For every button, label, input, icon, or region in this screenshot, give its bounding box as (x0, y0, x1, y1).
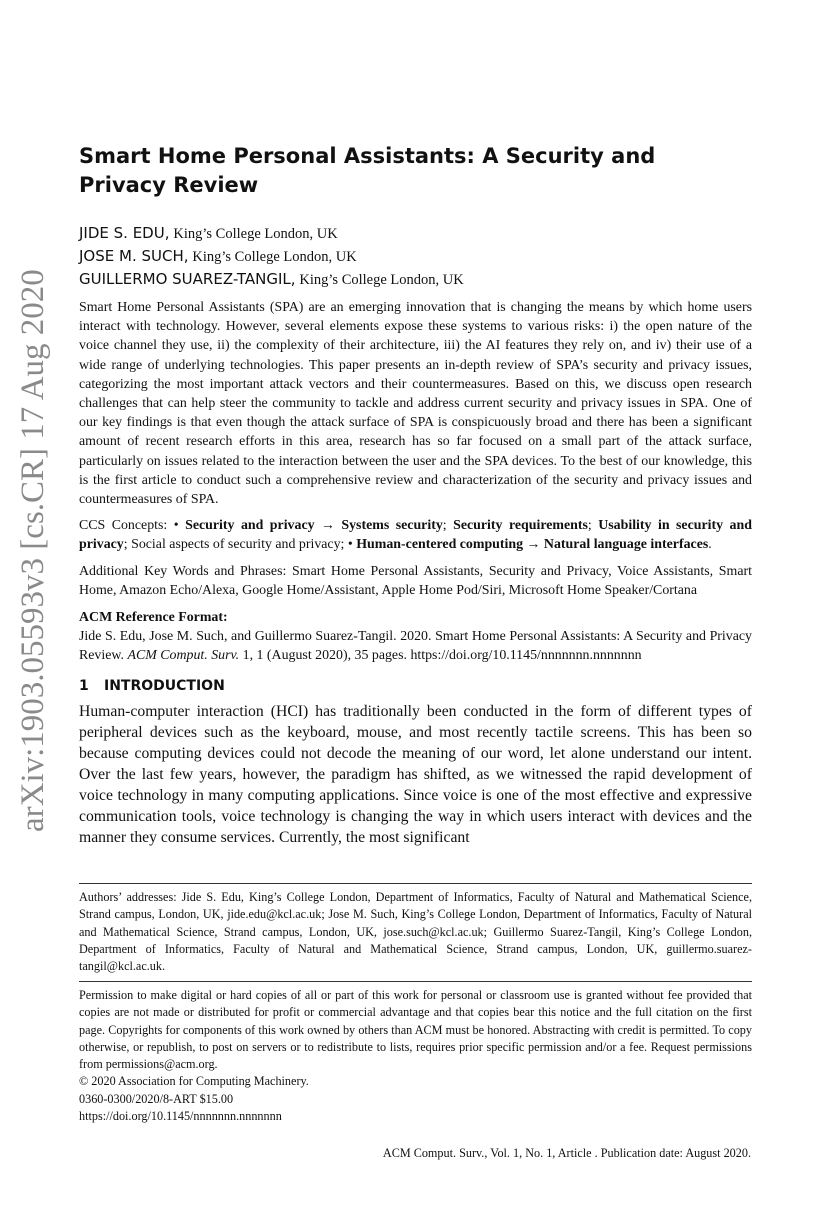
author-entry (79, 268, 752, 291)
doi-line: https://doi.org/10.1145/nnnnnnn.nnnnnnn (79, 1109, 282, 1124)
ccs-arrow: → (321, 518, 335, 534)
author-entry (79, 222, 752, 245)
abstract (79, 298, 752, 509)
section-title: INTRODUCTION (104, 678, 225, 695)
ccs-label: CCS Concepts: (79, 518, 168, 534)
author-affiliation: King’s College London, UK (173, 226, 338, 242)
keywords: Additional Key Words and Phrases: Smart Home Personal Assistants, Security and Privacy, Voice Assistants, Smart Home, Amazon Echo/Alexa, Google Home/Assistant, Apple Home Pod/Siri, Microsoft Home Speaker/Cortana (79, 563, 752, 598)
ccs-term: Security and privacy (185, 518, 315, 534)
reference-details: 1, 1 (August 2020), 35 pages. https://doi.org/10.1145/nnnnnnn.nnnnnnn (242, 648, 642, 664)
reference-text (79, 627, 752, 665)
addresses-text: Authors’ addresses: Jide S. Edu, King’s College London, Department of Informatics, Faculty of Natural and Mathematical Science, Strand campus, London, UK, jide.edu@kcl.ac.uk; Jose M. Such, King’s College London, Department of Informatics, Faculty of Natural and Mathematical Science, Strand campus, London, UK, jose.such@kcl.ac.uk; Guillermo Suarez-Tangil, King’s College London, Department of Informatics, Faculty of Natural and Mathematical Science, Strand campus, London, UK, guillermo.suarez-tangil@kcl.ac.uk. (79, 890, 752, 974)
paper-first-page (79, 142, 752, 849)
running-footer: ACM Comput. Surv., Vol. 1, No. 1, Article . Publication date: August 2020. (382, 1146, 751, 1160)
reference-heading: ACM Reference Format: (79, 610, 228, 626)
author-addresses-footnote (79, 883, 752, 975)
ccs-term: Natural language interfaces (543, 537, 709, 553)
copyright-line: © 2020 Association for Computing Machinery. (79, 1074, 309, 1089)
ccs-concepts (79, 516, 752, 554)
ccs-bullet: • (173, 518, 179, 534)
ccs-term: Usability in security and privacy (79, 518, 752, 553)
arxiv-identifier: arXiv:1903.05593v3 [cs.CR] 17 Aug 2020 (15, 269, 51, 832)
ccs-separator: ; (442, 518, 447, 534)
ccs-end: . (708, 537, 712, 553)
author-list (79, 222, 752, 291)
author-entry (79, 245, 752, 268)
abstract-text: Smart Home Personal Assistants (SPA) are an emerging innovation that is changing the means by which home users interact with technology. However, several elements expose these systems to various risks: i) the open nature of the voice channel they use, ii) the complexity of their architecture, iii) the AI features they rely on, and iv) their use of a wide range of underlying technologies. This paper presents an in-depth review of SPA’s security and privacy issues, categorizing the most important attack vectors and their countermeasures. Based on this, we discuss open research challenges that can help steer the community to tackle and address current security and privacy issues in SPA. One of our key findings is that even though the attack surface of SPA is conspicuously broad and there has been a significant amount of recent research efforts in this area, research has so far focused on a small part of the attack surface, particularly on issues related to the interaction between the user and the SPA devices. To the best of our knowledge, this is the first article to conduct such a comprehensive review and characterization of the security and privacy issues and countermeasures of SPA. (79, 300, 752, 508)
section-number: 1 (79, 678, 89, 695)
issn-line: 0360-0300/2020/8-ART $15.00 (79, 1091, 234, 1106)
ccs-term: Systems security (341, 518, 443, 534)
section-heading (79, 676, 752, 696)
author-name: JIDE S. EDU, (79, 224, 170, 242)
ccs-separator: ; (587, 518, 592, 534)
paper-title: Smart Home Personal Assistants: A Security and Privacy Review (79, 144, 656, 197)
reference-citation: Jide S. Edu, Jose M. Such, and Guillermo Suarez-Tangil. 2020. Smart Home Personal Assistants: A Security and Privacy Review. (79, 629, 752, 664)
author-name: GUILLERMO SUAREZ-TANGIL, (79, 270, 296, 288)
ccs-bullet: • (347, 537, 353, 553)
acm-reference (79, 608, 752, 665)
permissions-footnote (79, 981, 752, 1125)
author-affiliation: King’s College London, UK (299, 272, 464, 288)
ccs-arrow: → (526, 537, 541, 553)
author-affiliation: King’s College London, UK (192, 249, 357, 265)
ccs-term: Security requirements (453, 518, 588, 534)
reference-journal: ACM Comput. Surv. (127, 648, 240, 664)
permissions-text: Permission to make digital or hard copies of all or part of this work for personal or classroom use is granted without fee provided that copies are not made or distributed for profit or commercial advantage and that copies bear this notice and the full citation on the first page. Copyrights for components of this work owned by others than ACM must be honored. Abstracting with credit is permitted. To copy otherwise, or republish, to post on servers or to redistribute to lists, requires prior specific permission and/or a fee. Request permissions from permissions@acm.org. (79, 988, 752, 1072)
author-name: JOSE M. SUCH, (79, 247, 189, 265)
introduction-paragraph: Human-computer interaction (HCI) has traditionally been conducted in the form of different types of peripheral devices such as the keyboard, mouse, and most recently tactile screens. This has been so because computing devices could not decode the meaning of our word, let alone understand our intent. Over the last few years, however, the paradigm has shifted, as we witnessed the rapid development of voice technology in many computing applications. Since voice is one of the most effective and expressive communication tools, voice technology is changing the way in which users interact with devices and the manner they consume services. Currently, the most significant (79, 703, 752, 846)
ccs-plain-term: ; Social aspects of security and privacy; (123, 537, 345, 553)
ccs-term: Human-centered computing (356, 537, 524, 553)
